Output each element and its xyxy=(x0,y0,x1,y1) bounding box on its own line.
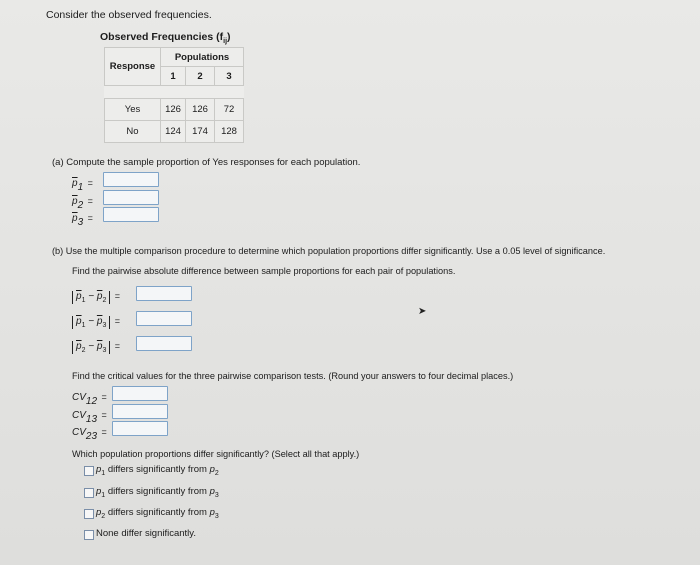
cv13-input[interactable] xyxy=(112,404,168,419)
sub: 2 xyxy=(101,512,106,520)
var: $\overline{p}$ xyxy=(72,178,78,189)
frequency-table xyxy=(104,47,244,143)
sub: 1 xyxy=(101,469,106,477)
pairwise-prompt: Find the pairwise absolute difference between sample proportions for each pair of populations. xyxy=(72,266,456,276)
cv12-input[interactable] xyxy=(112,386,168,401)
mid-text: differs significantly from xyxy=(105,464,210,475)
sub: 1 xyxy=(77,182,84,194)
sub-b: 3 xyxy=(102,347,107,354)
spacer xyxy=(215,86,244,99)
which-prompt: Which population proportions differ significantly? (Select all that apply.) xyxy=(72,449,360,459)
spacer xyxy=(161,86,186,99)
spacer xyxy=(186,86,215,99)
p1-input[interactable] xyxy=(103,172,159,187)
cell: 126 xyxy=(161,99,186,121)
sub: 23 xyxy=(85,431,98,443)
cv23-input[interactable] xyxy=(112,421,168,436)
cell: 126 xyxy=(186,99,215,121)
eq: = xyxy=(87,178,93,188)
option-checkbox[interactable] xyxy=(84,509,94,519)
diff-12-input[interactable] xyxy=(136,286,192,301)
sub: 1 xyxy=(101,491,106,499)
cell: 128 xyxy=(215,121,244,143)
row-label: Yes xyxy=(105,99,161,121)
option-label-none xyxy=(96,528,196,539)
eq: = xyxy=(114,316,121,326)
var: $\overline{p}$ xyxy=(72,196,78,207)
sub: 13 xyxy=(85,414,98,426)
caption-end: ) xyxy=(227,31,231,43)
cell: 174 xyxy=(186,121,215,143)
var: $\overline{p}$ xyxy=(72,213,78,224)
diff-12-label xyxy=(72,286,120,304)
p2-input[interactable] xyxy=(103,190,159,205)
mid-text: None differ significantly. xyxy=(96,528,196,539)
eq: = xyxy=(101,410,107,420)
cv23-label xyxy=(72,422,107,442)
caption-text: Observed Frequencies (f xyxy=(100,31,224,43)
diff-13-label xyxy=(72,311,120,329)
abs-diff: $\overline{p}_1 - \overline{p}_3$ xyxy=(72,316,110,329)
option-checkbox[interactable] xyxy=(84,466,94,476)
sub: 3 xyxy=(77,217,84,229)
option-label-p2-p3 xyxy=(96,507,219,520)
eq: = xyxy=(114,291,121,301)
var: CV xyxy=(72,427,86,438)
col-group-header: Populations xyxy=(161,48,244,67)
option-checkbox[interactable] xyxy=(84,530,94,540)
eq: = xyxy=(87,213,93,223)
row-header: Response xyxy=(105,48,161,86)
eq: = xyxy=(114,341,121,351)
sub-b: 2 xyxy=(102,297,107,304)
mid-text: differs significantly from xyxy=(105,486,210,497)
sub-a: 1 xyxy=(81,322,86,329)
eq: = xyxy=(101,427,107,437)
mouse-cursor-icon: ➤ xyxy=(418,306,427,317)
sub: 3 xyxy=(214,512,219,520)
sub: 2 xyxy=(214,469,219,477)
sub-a: 1 xyxy=(81,297,86,304)
p-var: p xyxy=(96,507,102,518)
p-var: p xyxy=(209,486,215,497)
p-var: p xyxy=(209,507,215,518)
col-header: 3 xyxy=(215,67,244,86)
option-label-p1-p3 xyxy=(96,486,219,499)
option-label-p1-p2 xyxy=(96,464,219,477)
caption-sub: ij xyxy=(223,38,228,46)
diff-13-input[interactable] xyxy=(136,311,192,326)
critical-prompt: Find the critical values for the three pairwise comparison tests. (Round your answers to four decimal places.) xyxy=(72,371,514,381)
cell: 124 xyxy=(161,121,186,143)
p3-input[interactable] xyxy=(103,207,159,222)
p-var: p xyxy=(96,464,102,475)
table-row xyxy=(105,121,244,143)
part-a-prompt: (a) Compute the sample proportion of Yes responses for each population. xyxy=(52,157,361,168)
var: CV xyxy=(72,410,86,421)
p-var: p xyxy=(96,486,102,497)
eq: = xyxy=(101,392,107,402)
diff-23-input[interactable] xyxy=(136,336,192,351)
col-header: 2 xyxy=(186,67,215,86)
sub-b: 3 xyxy=(102,322,107,329)
mid-text: differs significantly from xyxy=(105,507,210,518)
intro-text: Consider the observed frequencies. xyxy=(46,9,212,21)
abs-diff: $\overline{p}_1 - \overline{p}_2$ xyxy=(72,291,110,304)
p-var: p xyxy=(209,464,215,475)
table-row xyxy=(105,99,244,121)
var: CV xyxy=(72,392,86,403)
eq: = xyxy=(87,196,93,206)
sub: 2 xyxy=(77,200,84,212)
diff-23-label xyxy=(72,336,120,354)
table-caption xyxy=(100,31,231,45)
row-label: No xyxy=(105,121,161,143)
sub-a: 2 xyxy=(81,347,86,354)
spacer xyxy=(105,86,161,99)
option-checkbox[interactable] xyxy=(84,488,94,498)
part-b-prompt: (b) Use the multiple comparison procedure to determine which population proportions differ significantly. Use a 0.05 level of significance. xyxy=(52,246,606,256)
cell: 72 xyxy=(215,99,244,121)
sub: 12 xyxy=(85,396,98,408)
sub: 3 xyxy=(214,491,219,499)
spacer-row xyxy=(105,86,244,99)
abs-diff: $\overline{p}_2 - \overline{p}_3$ xyxy=(72,341,110,354)
p3-label xyxy=(72,208,93,228)
col-header: 1 xyxy=(161,67,186,86)
